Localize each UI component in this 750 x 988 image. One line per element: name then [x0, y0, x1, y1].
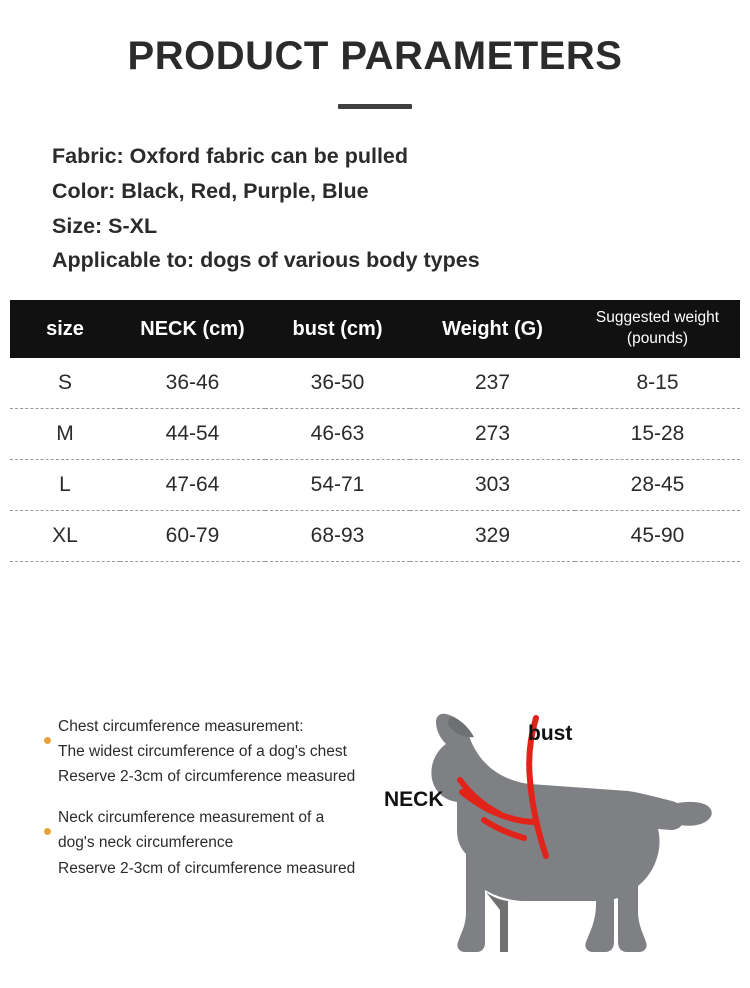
cell-weight: 273: [410, 409, 575, 460]
note-chest-line-2: The widest circumference of a dog's chest: [58, 743, 347, 761]
measurement-notes: [44, 714, 404, 897]
note-neck-line-3: Reserve 2-3cm of circumference measured: [58, 859, 356, 877]
spec-item-fabric: Fabric: Oxford fabric can be pulled: [52, 144, 409, 168]
bullet-icon: [44, 737, 51, 744]
table-header-neck: NECK (cm): [120, 300, 265, 358]
cell-weight: 237: [410, 358, 575, 409]
table-header-size: size: [10, 300, 120, 358]
table-header-bust: bust (cm): [265, 300, 410, 358]
note-chest-line-3: Reserve 2-3cm of circumference measured: [58, 768, 356, 786]
cell-suggested-weight: 28-45: [575, 460, 740, 511]
page-title: PRODUCT PARAMETERS: [127, 34, 623, 78]
cell-weight: 303: [410, 460, 575, 511]
measurement-section: [0, 680, 750, 988]
cell-neck: 60-79: [120, 511, 265, 562]
table-header-row: [10, 300, 740, 358]
title-divider: [338, 104, 412, 109]
table-header-suggested-weight: Suggested weight (pounds): [575, 300, 740, 358]
spec-item-size: Size: S-XL: [52, 213, 158, 238]
spec-list: [52, 139, 750, 278]
label-bust: bust: [528, 722, 573, 745]
cell-size: XL: [10, 511, 120, 562]
cell-bust: 54-71: [265, 460, 410, 511]
cell-suggested-weight: 45-90: [575, 511, 740, 562]
table-row: [10, 460, 740, 511]
cell-neck: 47-64: [120, 460, 265, 511]
cell-suggested-weight: 8-15: [575, 358, 740, 409]
cell-neck: 36-46: [120, 358, 265, 409]
label-neck: NECK: [384, 788, 444, 811]
cell-size: M: [10, 409, 120, 460]
dog-silhouette-icon: [400, 680, 750, 988]
dog-measurement-diagram: [384, 680, 750, 988]
spec-item-applicable: Applicable to: dogs of various body types: [52, 248, 480, 273]
note-neck: [44, 805, 404, 880]
note-chest-line-1: Chest circumference measurement:: [58, 718, 304, 735]
cell-suggested-weight: 15-28: [575, 409, 740, 460]
bullet-icon: [44, 828, 51, 835]
note-neck-line-2: dog's neck circumference: [58, 834, 234, 852]
note-neck-line-1: Neck circumference measurement of a: [58, 809, 325, 827]
cell-weight: 329: [410, 511, 575, 562]
table-header-weight: Weight (G): [410, 300, 575, 358]
cell-bust: 36-50: [265, 358, 410, 409]
cell-neck: 44-54: [120, 409, 265, 460]
size-table: [10, 300, 740, 562]
cell-size: L: [10, 460, 120, 511]
table-row: [10, 358, 740, 409]
cell-size: S: [10, 358, 120, 409]
table-row: [10, 409, 740, 460]
cell-bust: 46-63: [265, 409, 410, 460]
size-table-wrapper: [10, 300, 740, 562]
cell-bust: 68-93: [265, 511, 410, 562]
table-row: [10, 511, 740, 562]
note-chest: [44, 714, 404, 789]
spec-item-color: Color: Black, Red, Purple, Blue: [52, 178, 369, 203]
